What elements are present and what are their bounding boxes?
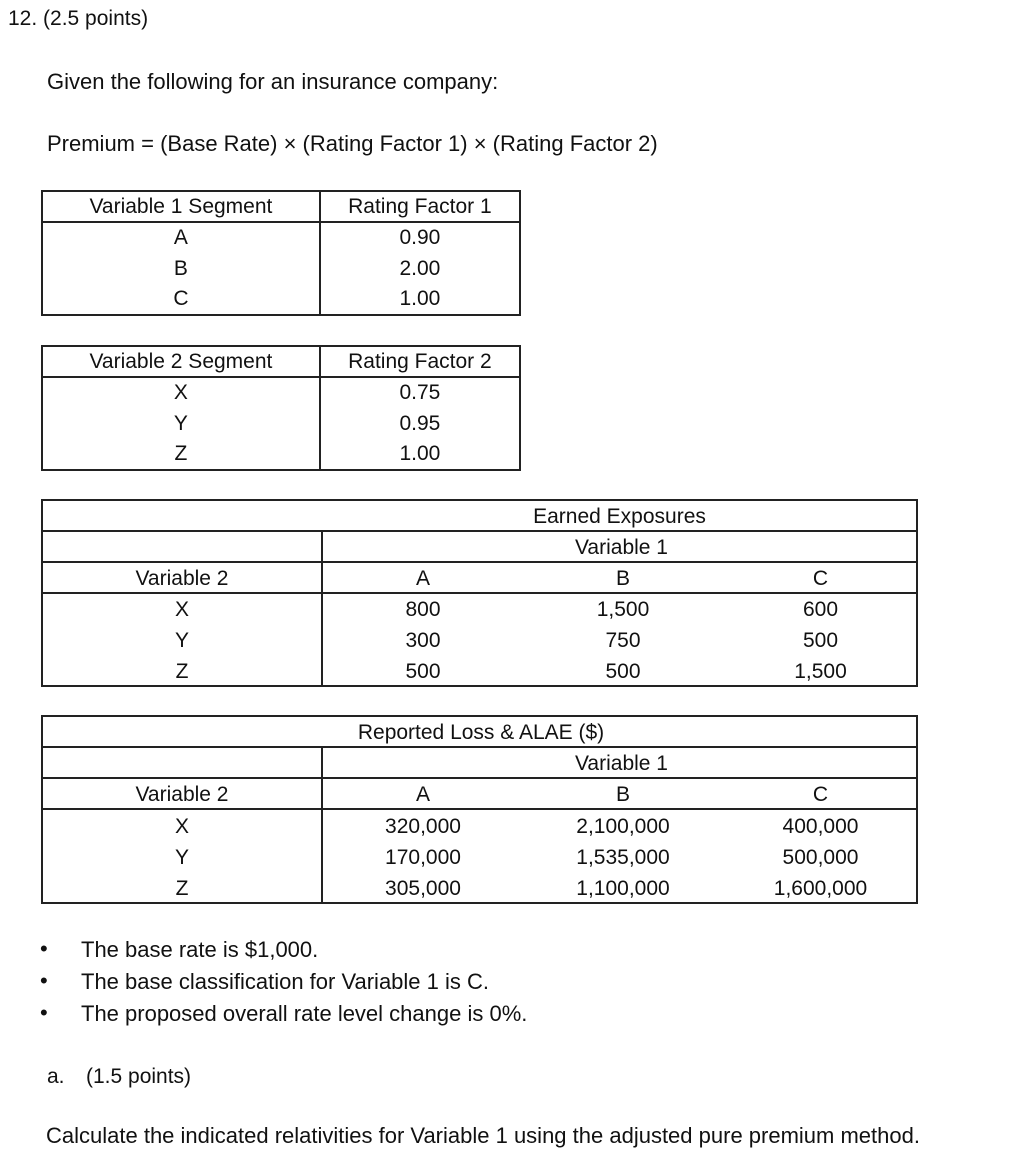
losses-row-label: Y [174, 846, 189, 869]
table2-cell: X [42, 377, 320, 408]
exposures-cell: 750 [605, 629, 641, 652]
table1-cell: C [42, 284, 320, 315]
losses-row-label: Z [175, 877, 189, 900]
bullet-rate-level-change: The proposed overall rate level change is 0%. [81, 1001, 528, 1026]
exposures-cell: 500 [405, 660, 441, 683]
losses-col-a: A [415, 783, 430, 806]
reported-loss-alae-table [41, 715, 918, 904]
premium-formula: Premium = (Base Rate) × (Rating Factor 1) × (Rating Factor 2) [47, 131, 658, 156]
exposures-row-label: X [174, 598, 189, 621]
losses-cell: 1,600,000 [773, 877, 868, 900]
table1-cell: B [42, 253, 320, 284]
table1-header-segment: Variable 1 Segment [42, 191, 320, 222]
table1-cell: 2.00 [320, 253, 520, 284]
exposures-subtitle: Variable 1 [574, 536, 668, 559]
exposures-col-b: B [615, 567, 630, 590]
exposures-cell: 600 [802, 598, 839, 621]
losses-row-label: X [174, 815, 189, 838]
losses-cell: 400,000 [782, 815, 859, 838]
table2-header-segment: Variable 2 Segment [42, 346, 320, 377]
table2-cell: 0.75 [320, 377, 520, 408]
exposures-cell: 800 [405, 598, 441, 621]
losses-row-header: Variable 2 [135, 783, 229, 806]
earned-exposures-table [41, 499, 918, 687]
exposures-cell: 1,500 [794, 660, 847, 683]
bullet-base-classification: The base classification for Variable 1 is C. [81, 969, 489, 994]
losses-cell: 320,000 [385, 815, 461, 838]
table2-header-factor: Rating Factor 2 [320, 346, 520, 377]
losses-cell: 305,000 [385, 877, 461, 900]
table1-cell: 1.00 [320, 284, 520, 315]
rating-factor-2-table [41, 345, 521, 471]
losses-cell: 170,000 [385, 846, 461, 869]
table2-cell: Z [42, 439, 320, 470]
losses-title: Reported Loss & ALAE ($) [357, 721, 605, 744]
exposures-col-a: A [415, 567, 430, 590]
exposures-cell: 300 [405, 629, 441, 652]
exposures-col-c: C [812, 567, 829, 590]
table2-cell: 0.95 [320, 408, 520, 439]
exposures-title: Earned Exposures [533, 505, 706, 528]
exposures-cell: 1,500 [596, 598, 650, 621]
bullet-base-rate: The base rate is $1,000. [81, 937, 319, 962]
bullet-marker: • [40, 1000, 48, 1025]
part-a-prompt: Calculate the indicated relativities for Variable 1 using the adjusted pure premium method. [46, 1123, 920, 1148]
table2-cell: Y [42, 408, 320, 439]
losses-col-c: C [812, 783, 829, 806]
part-a-points: (1.5 points) [86, 1065, 192, 1088]
losses-col-b: B [615, 783, 630, 806]
losses-cell: 1,100,000 [576, 877, 670, 900]
table1-cell: 0.90 [320, 222, 520, 253]
bullet-marker: • [40, 968, 48, 993]
losses-cell: 1,535,000 [576, 846, 670, 869]
intro-text: Given the following for an insurance company: [47, 69, 499, 94]
table1-cell: A [42, 222, 320, 253]
exposures-row-header: Variable 2 [135, 567, 229, 590]
exposures-cell: 500 [605, 660, 641, 683]
part-a-label: a. [47, 1065, 65, 1088]
question-header: 12. (2.5 points) [8, 7, 149, 30]
exposures-cell: 500 [802, 629, 839, 652]
losses-subtitle: Variable 1 [574, 752, 668, 775]
bullet-marker: • [40, 936, 48, 961]
exposures-row-label: Z [175, 660, 189, 683]
table2-cell: 1.00 [320, 439, 520, 470]
losses-cell: 500,000 [782, 846, 859, 869]
rating-factor-1-table [41, 190, 521, 316]
exposures-row-label: Y [174, 629, 189, 652]
losses-cell: 2,100,000 [576, 815, 670, 838]
table1-header-factor: Rating Factor 1 [320, 191, 520, 222]
